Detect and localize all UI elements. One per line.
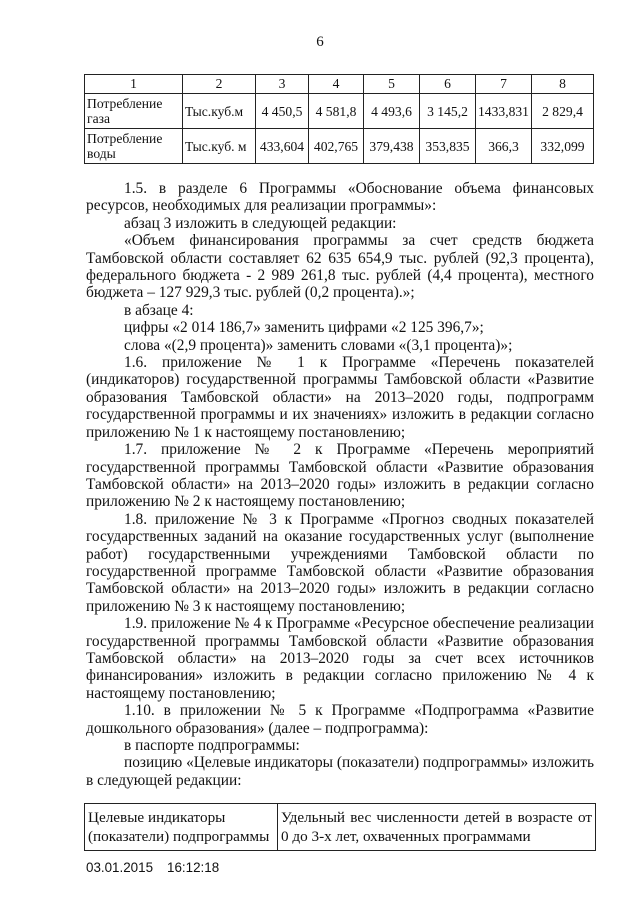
paragraph-words-replace: слова «(2,9 процента)» заменить словами «(3,1 процента)»; xyxy=(124,336,513,354)
paragraph-figures-replace: цифры «2 014 186,7» заменить цифрами «2 125 396,7»; xyxy=(124,319,484,337)
header-cell: 4 xyxy=(309,75,364,94)
table-row-gas xyxy=(85,94,594,129)
header-cell: 2 xyxy=(183,75,256,94)
paragraph-1-10: 1.10. в приложении № 5 к Программе «Подпрограмма «Развитие дошкольного образования» (далее – подпрограмма): xyxy=(86,702,594,737)
paragraph-position: позицию «Целевые индикаторы (показатели) подпрограммы» изложить в следующей редакции: xyxy=(86,754,594,789)
paragraph-1-8: 1.8. приложение № 3 к Программе «Прогноз сводных показателей государственных заданий на оказание государственных услуг (выполнение работ) государственными учреждениями Тамбовской области по государственной программе Тамбовской области «Развитие образования Тамбовской области» на 2013–2020 годы» изложить в редакции согласно приложению № 3 к настоящему постановлению; xyxy=(86,510,594,615)
header-cell: 6 xyxy=(420,75,476,94)
header-cell: 8 xyxy=(532,75,594,94)
row-unit: Тыс.куб. м xyxy=(183,129,256,164)
paragraph-1-7: 1.7. приложение № 2 к Программе «Перечень мероприятий государственной программы Тамбовской области «Развитие образования Тамбовской области» на 2013–2020 годы» изложить в редакции согласно приложению № 2 к настоящему постановлению; xyxy=(86,441,594,511)
table-cell: 433,604 xyxy=(256,129,309,164)
table-cell: 4 581,8 xyxy=(309,94,364,129)
table-cell: 2 829,4 xyxy=(532,94,594,129)
row-name: Потребление газа xyxy=(85,94,183,129)
paragraph-abzac-3: абзац 3 изложить в следующей редакции: xyxy=(124,214,397,232)
table-cell: 4 493,6 xyxy=(364,94,420,129)
document-body xyxy=(86,180,594,789)
passport-value: Удельный вес численности детей в возрасте от 0 до 3-х лет, охваченных программами xyxy=(278,804,596,851)
consumption-table xyxy=(84,74,594,164)
paragraph-1-5: 1.5. в разделе 6 Программы «Обоснование объема финансовых ресурсов, необходимых для реализации программы»: xyxy=(86,180,594,215)
table-header-row xyxy=(85,75,594,94)
paragraph-abzac-4: в абзаце 4: xyxy=(124,301,194,319)
header-cell: 7 xyxy=(476,75,532,94)
page-number: 6 xyxy=(316,34,324,50)
print-time: 16:12:18 xyxy=(167,860,220,875)
table-cell: 332,099 xyxy=(532,129,594,164)
passport-table xyxy=(84,803,596,851)
paragraph-passport: в паспорте подпрограммы: xyxy=(124,737,300,754)
table-cell: 379,438 xyxy=(364,129,420,164)
table-cell: 402,765 xyxy=(309,129,364,164)
paragraph-quote-financing: «Объем финансирования программы за счет средств бюджета Тамбовской области составляет 62 635 654,9 тыс. рублей (92,3 процента), федерального бюджета - 2 989 261,8 тыс. рублей (4,4 процента), местного бюджета – 127 929,3 тыс. рублей (0,2 процента).»; xyxy=(86,232,594,302)
passport-row xyxy=(85,804,596,851)
header-cell: 1 xyxy=(85,75,183,94)
print-date: 03.01.2015 xyxy=(86,860,154,875)
header-cell: 5 xyxy=(364,75,420,94)
header-cell: 3 xyxy=(256,75,309,94)
table-cell: 3 145,2 xyxy=(420,94,476,129)
row-name: Потребление воды xyxy=(85,129,183,164)
paragraph-1-6: 1.6. приложение № 1 к Программе «Перечень показателей (индикаторов) государственной программы Тамбовской области «Развитие образования Тамбовской области» на 2013–2020 годы, подпрограмм государственной программы и их значениях» изложить в редакции согласно приложению № 1 к настоящему постановлению; xyxy=(86,354,594,441)
table-cell: 366,3 xyxy=(476,129,532,164)
table-cell: 1433,831 xyxy=(476,94,532,129)
table-cell: 4 450,5 xyxy=(256,94,309,129)
paragraph-1-9: 1.9. приложение № 4 к Программе «Ресурсное обеспечение реализации государственной программы Тамбовской области «Развитие образования Тамбовской области» на 2013–2020 годы за счет всех источников финансирования» изложить в редакции согласно приложению № 4 к настоящему постановлению; xyxy=(86,615,594,702)
print-timestamp xyxy=(86,860,233,875)
row-unit: Тыс.куб.м xyxy=(183,94,256,129)
passport-label: Целевые индикаторы (показатели) подпрограммы xyxy=(85,804,278,851)
table-row-water xyxy=(85,129,594,164)
table-cell: 353,835 xyxy=(420,129,476,164)
